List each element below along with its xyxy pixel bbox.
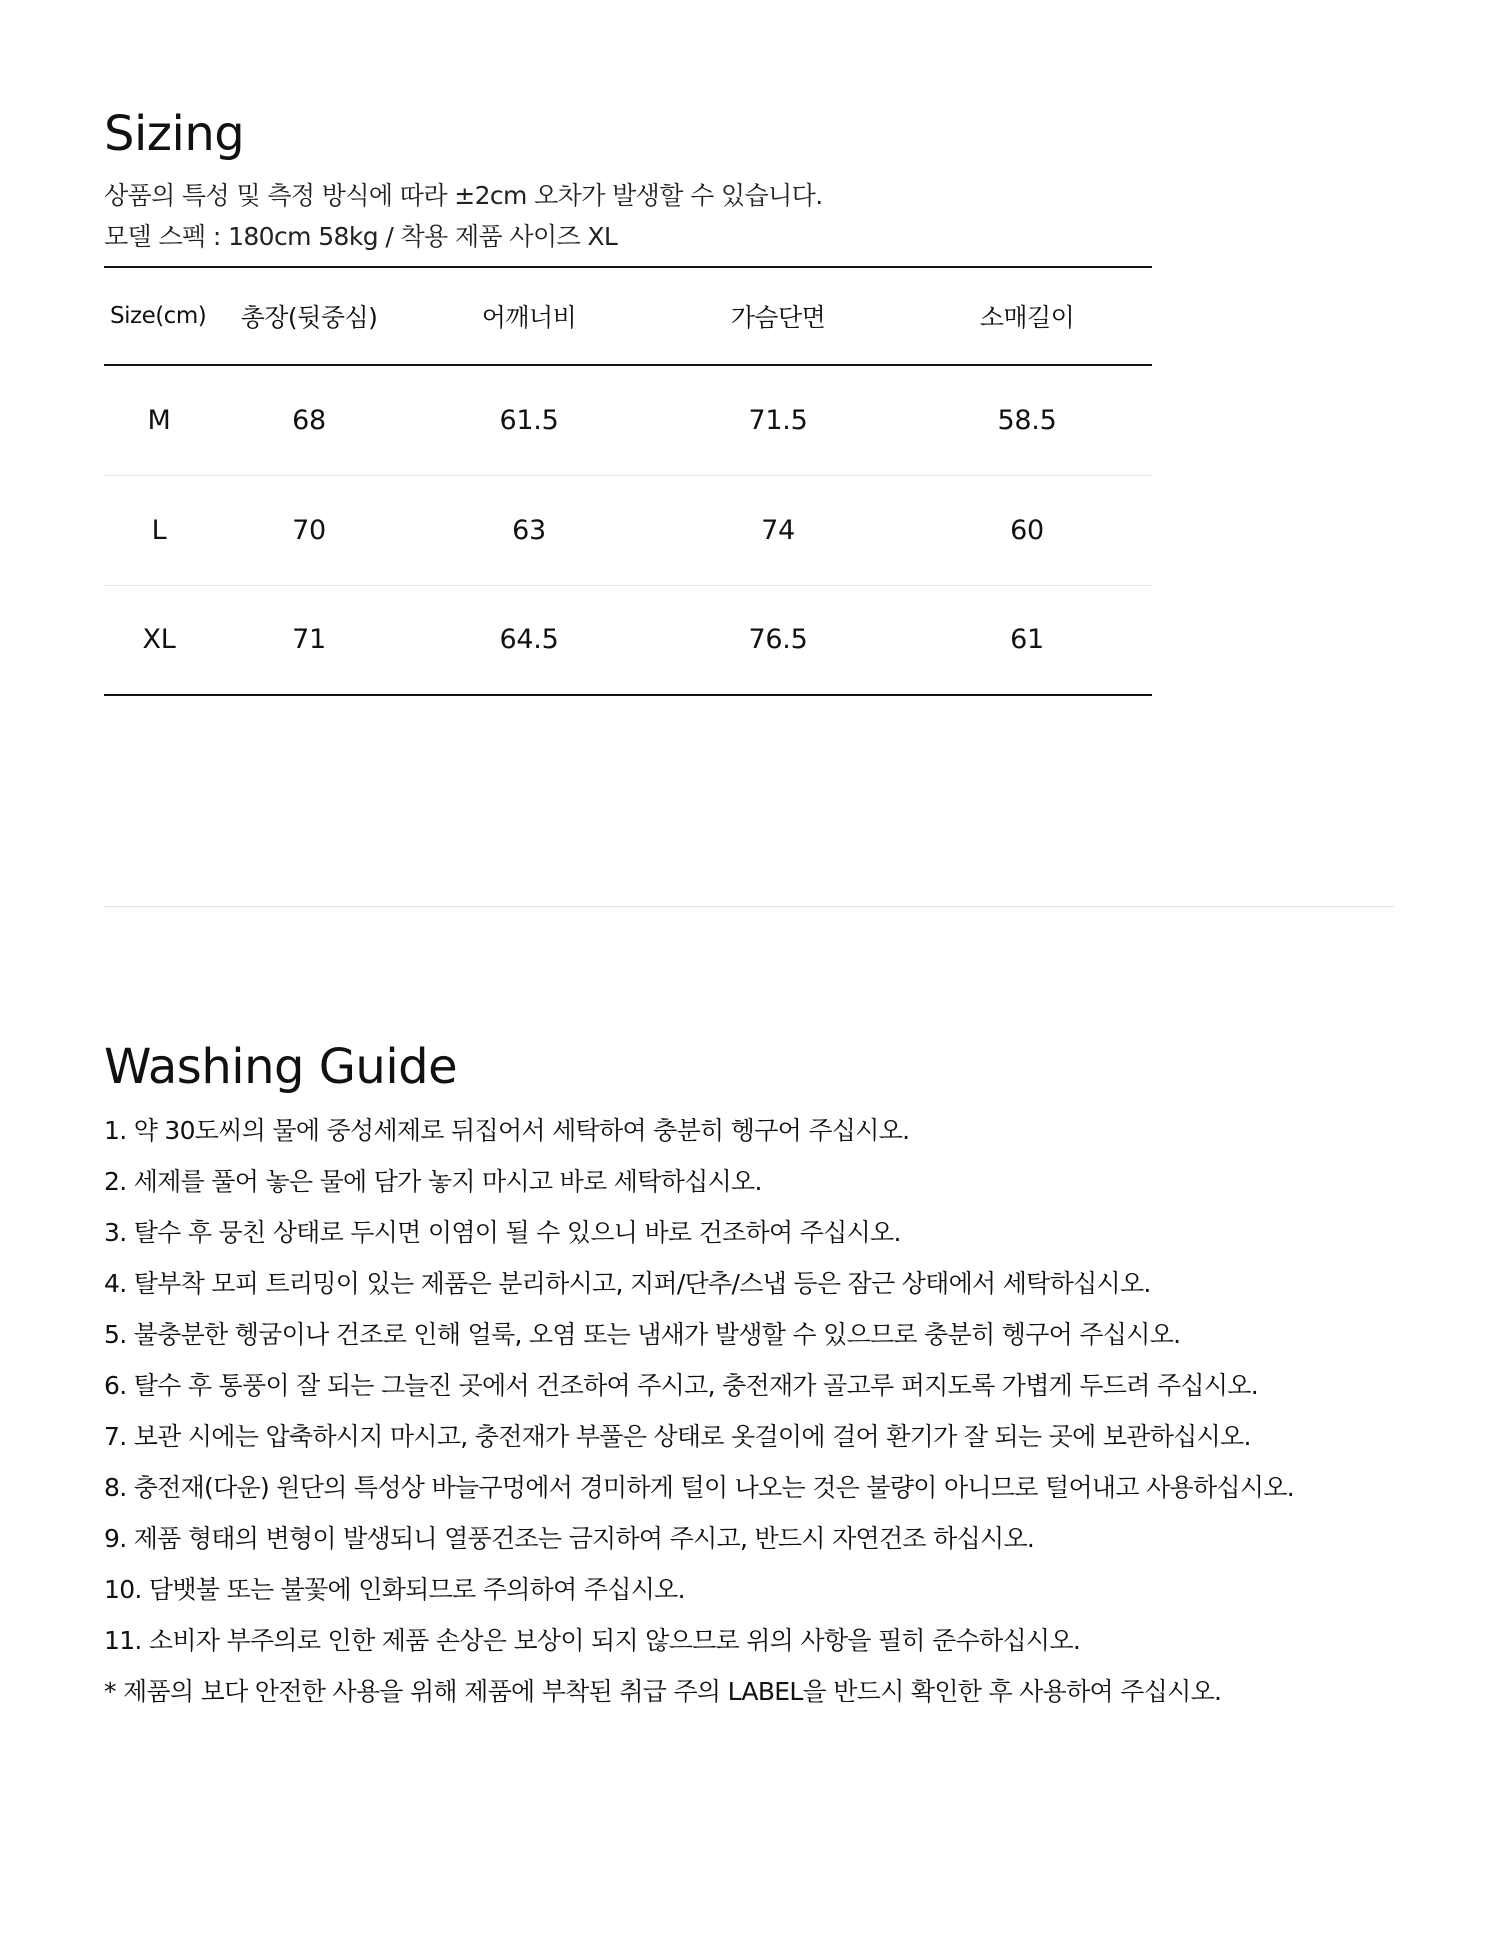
section-divider: [104, 906, 1394, 907]
list-item: 2. 세제를 풀어 놓은 물에 담가 놓지 마시고 바로 세탁하십시오.: [104, 1167, 762, 1196]
cell-sleeve-length: 58.5: [997, 404, 1057, 436]
cell-total-length: 71: [292, 624, 326, 656]
cell-chest-width: 74: [761, 514, 795, 546]
size-table: [104, 266, 1152, 696]
sizing-title: Sizing: [104, 106, 245, 162]
cell-sleeve-length: 61: [1010, 624, 1044, 656]
list-item: 3. 탈수 후 뭉친 상태로 두시면 이염이 될 수 있으니 바로 건조하여 주십시오.: [104, 1218, 901, 1247]
header-chest-width: 가슴단면: [730, 303, 826, 332]
cell-size: L: [151, 514, 167, 546]
cell-shoulder-width: 64.5: [499, 624, 559, 656]
table-row: [104, 585, 1152, 695]
cell-shoulder-width: 63: [512, 514, 546, 546]
header-shoulder-width: 어깨너비: [481, 303, 577, 332]
cell-sleeve-length: 60: [1010, 514, 1044, 546]
cell-chest-width: 76.5: [748, 624, 808, 656]
list-item: 8. 충전재(다운) 원단의 특성상 바늘구멍에서 경미하게 털이 나오는 것은 불량이 아니므로 털어내고 사용하십시오.: [104, 1473, 1295, 1502]
list-item: 5. 불충분한 헹굼이나 건조로 인해 얼룩, 오염 또는 냄새가 발생할 수 있으므로 충분히 헹구어 주십시오.: [104, 1320, 1181, 1349]
header-total-length: 총장(뒷중심): [240, 303, 378, 332]
list-item: 4. 탈부착 모피 트리밍이 있는 제품은 분리하시고, 지퍼/단추/스냅 등은 잠근 상태에서 세탁하십시오.: [104, 1269, 1151, 1298]
list-item: 9. 제품 형태의 변형이 발생되니 열풍건조는 금지하여 주시고, 반드시 자연건조 하십시오.: [104, 1524, 1035, 1553]
list-item: 7. 보관 시에는 압축하시지 마시고, 충전재가 부풀은 상태로 옷걸이에 걸어 환기가 잘 되는 곳에 보관하십시오.: [104, 1422, 1251, 1451]
list-item: 10. 담뱃불 또는 불꽃에 인화되므로 주의하여 주십시오.: [104, 1575, 685, 1604]
cell-size: XL: [142, 624, 176, 656]
list-item: 1. 약 30도씨의 물에 중성세제로 뒤집어서 세탁하여 충분히 헹구어 주십시오.: [104, 1116, 910, 1145]
cell-total-length: 68: [292, 404, 326, 436]
cell-chest-width: 71.5: [748, 404, 808, 436]
header-size: Size(cm): [110, 303, 207, 329]
size-table-header-row: [104, 267, 1152, 365]
cell-size: M: [147, 404, 171, 436]
list-item: 11. 소비자 부주의로 인한 제품 손상은 보상이 되지 않으므로 위의 사항을 필히 준수하십시오.: [104, 1626, 1081, 1655]
sizing-note-tolerance: 상품의 특성 및 측정 방식에 따라 ±2cm 오차가 발생할 수 있습니다.: [104, 181, 823, 210]
list-item: * 제품의 보다 안전한 사용을 위해 제품에 부착된 취급 주의 LABEL을 반드시 확인한 후 사용하여 주십시오.: [104, 1677, 1222, 1706]
cell-total-length: 70: [292, 514, 326, 546]
washing-guide-title: Washing Guide: [104, 1039, 458, 1095]
washing-guide-list: [104, 1118, 1294, 1730]
list-item: 6. 탈수 후 통풍이 잘 되는 그늘진 곳에서 건조하여 주시고, 충전재가 골고루 퍼지도록 가볍게 두드려 주십시오.: [104, 1371, 1259, 1400]
sizing-note-model-spec: 모델 스펙 : 180cm 58kg / 착용 제품 사이즈 XL: [104, 222, 618, 251]
table-row: [104, 365, 1152, 475]
header-sleeve-length: 소매길이: [979, 303, 1075, 332]
cell-shoulder-width: 61.5: [499, 404, 559, 436]
table-row: [104, 475, 1152, 585]
